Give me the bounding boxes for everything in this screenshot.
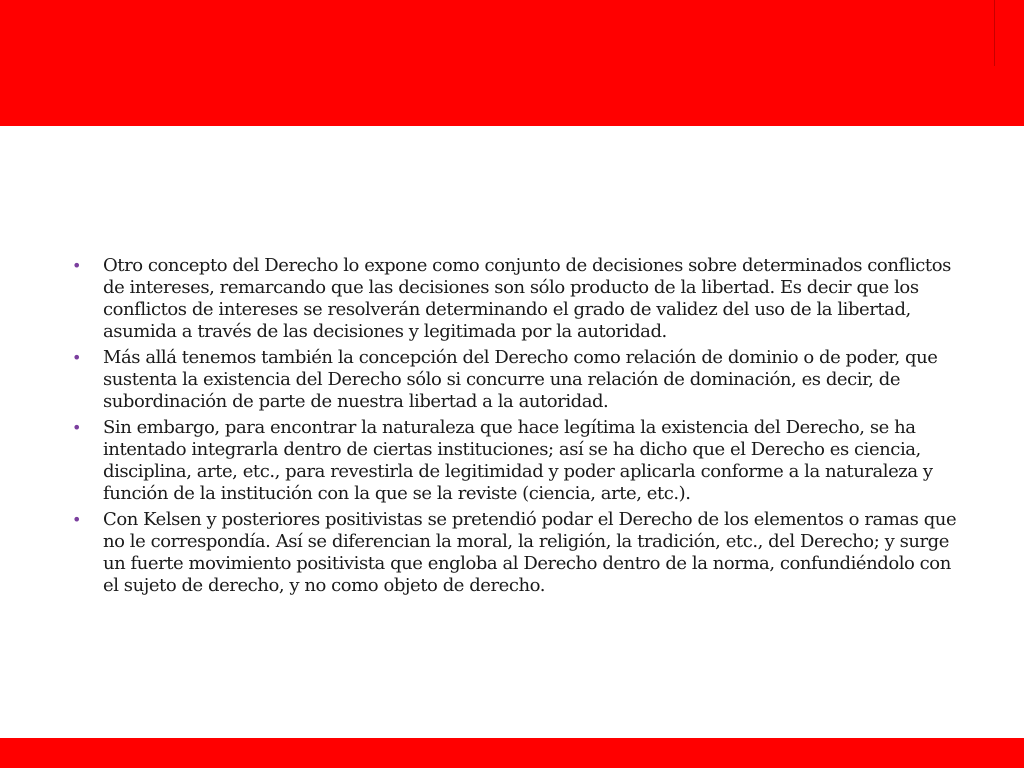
bullet-text: Otro concepto del Derecho lo expone como conjunto de decisiones sobre determinados conflictos de intereses, remarcando que las decisiones son sólo producto de la libertad. Es decir que los conflictos de intereses se resolverán determinando el grado de validez del uso de la libertad, asumida a través de las decisiones y legitimada por la autoridad. bbox=[103, 255, 951, 342]
bottom-red-band bbox=[0, 738, 1024, 768]
bullet-list bbox=[72, 255, 958, 597]
bullet-dot-icon: • bbox=[72, 348, 81, 367]
bullet-dot-icon: • bbox=[72, 418, 81, 437]
bullet-text: Con Kelsen y posteriores positivistas se pretendió podar el Derecho de los elementos o ramas que no le correspondía. Así se diferencian la moral, la religión, la tradición, etc., del Derecho; y surge un fuerte movimiento positivista que engloba al Derecho dentro de la norma, confundiéndolo con el sujeto de derecho, y no como objeto de derecho. bbox=[103, 509, 957, 596]
bullet-text: Sin embargo, para encontrar la naturaleza que hace legítima la existencia del Derecho, se ha intentado integrarla dentro de ciertas instituciones; así se ha dicho que el Derecho es ciencia, disciplina, arte, etc., para revestirla de legitimidad y poder aplicarla conforme a la naturaleza y función de la institución con la que se la reviste (ciencia, arte, etc.). bbox=[103, 417, 933, 504]
bullet-dot-icon: • bbox=[72, 256, 81, 275]
bullet-item bbox=[72, 509, 958, 597]
bullet-text: Más allá tenemos también la concepción del Derecho como relación de dominio o de poder, que sustenta la existencia del Derecho sólo si concurre una relación de dominación, es decir, de subordinación de parte de nuestra libertad a la autoridad. bbox=[103, 347, 938, 412]
bullet-item bbox=[72, 347, 958, 413]
bullet-item bbox=[72, 417, 958, 505]
slide-body bbox=[72, 255, 958, 601]
top-red-band bbox=[0, 0, 1024, 126]
top-band-divider bbox=[994, 0, 995, 66]
bullet-dot-icon: • bbox=[72, 510, 81, 529]
bullet-item bbox=[72, 255, 958, 343]
